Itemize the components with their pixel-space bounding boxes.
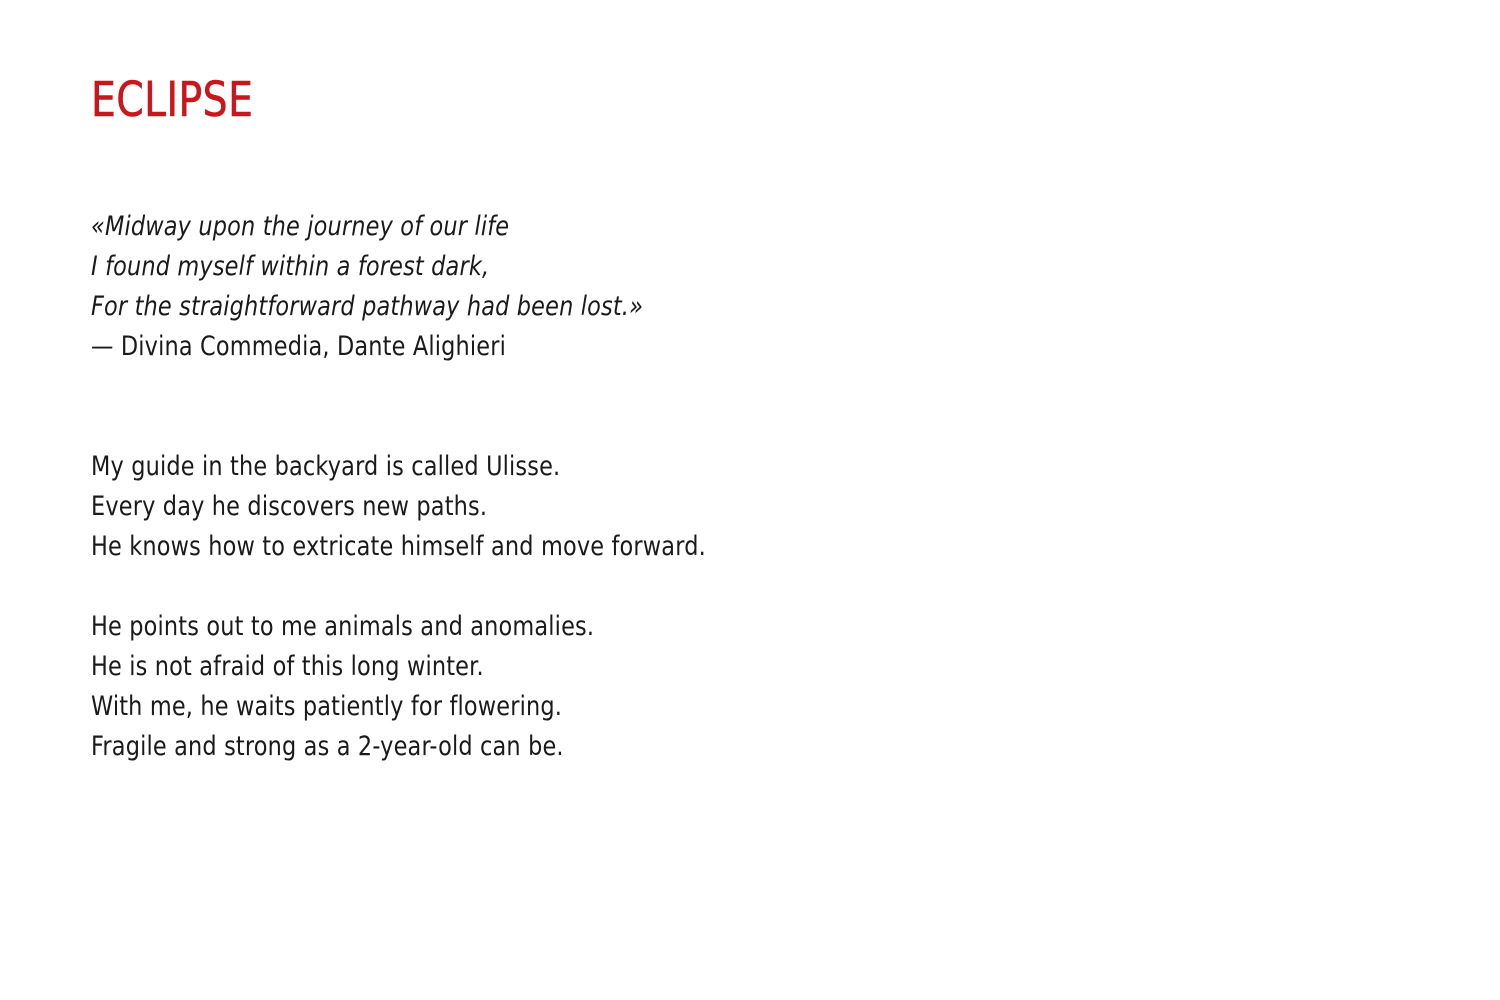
poem-line: He knows how to extricate himself and move forward. — [91, 531, 706, 562]
stanza-spacer — [91, 567, 832, 607]
poem-line: Fragile and strong as a 2-year-old can be. — [91, 731, 564, 762]
poem-line: My guide in the backyard is called Ulisse. — [91, 451, 561, 482]
epigraph-quote — [91, 207, 756, 367]
quote-line: «Midway upon the journey of our life — [91, 211, 510, 242]
document-page — [91, 0, 1411, 1000]
poem-line: With me, he waits patiently for flowering. — [91, 691, 563, 722]
page-title: ECLIPSE — [91, 72, 254, 128]
poem-line: He points out to me animals and anomalies. — [91, 611, 595, 642]
poem-body — [91, 447, 832, 767]
quote-line: For the straightforward pathway had been lost.» — [91, 291, 644, 322]
stanza-1 — [91, 447, 832, 567]
poem-line: He is not afraid of this long winter. — [91, 651, 484, 682]
quote-line: I found myself within a forest dark, — [91, 251, 490, 282]
quote-attribution: — Divina Commedia, Dante Alighieri — [91, 331, 506, 362]
stanza-2 — [91, 607, 832, 767]
poem-line: Every day he discovers new paths. — [91, 491, 488, 522]
